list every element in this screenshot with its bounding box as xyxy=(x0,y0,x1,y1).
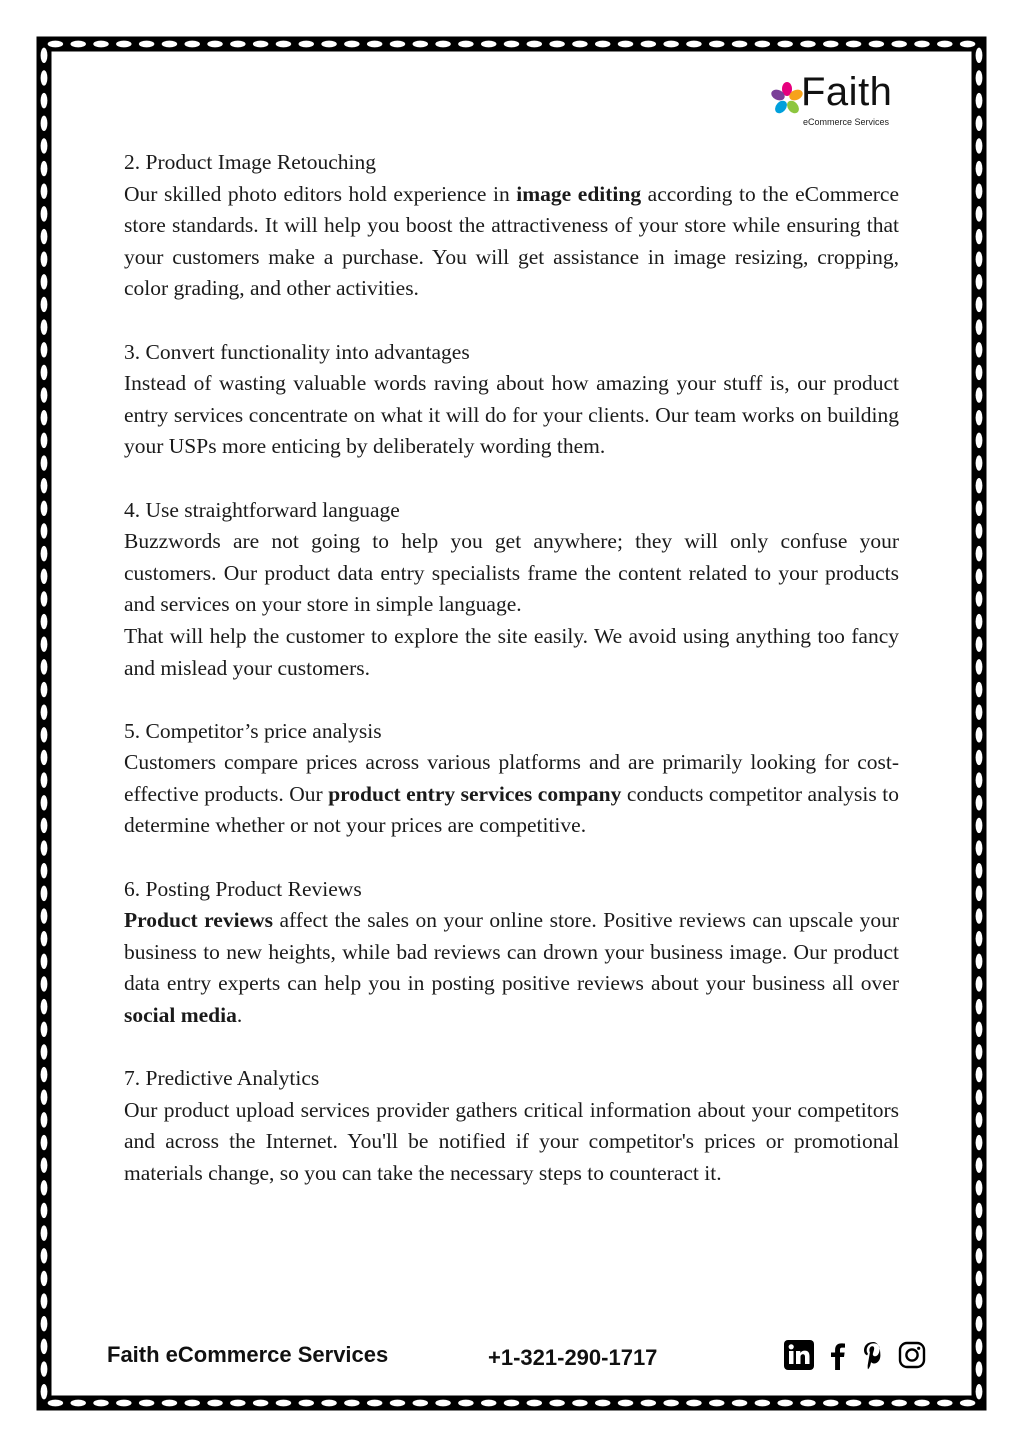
border-oval xyxy=(41,999,48,1014)
border-oval xyxy=(732,1400,748,1407)
border-oval xyxy=(41,1271,48,1286)
border-oval xyxy=(976,682,983,697)
border-oval xyxy=(48,1400,64,1407)
border-oval xyxy=(549,1400,565,1407)
border-oval xyxy=(41,229,48,244)
section xyxy=(124,1063,899,1189)
border-oval xyxy=(41,410,48,425)
border-oval xyxy=(41,659,48,674)
border-oval xyxy=(976,886,983,901)
border-oval xyxy=(976,569,983,584)
section xyxy=(124,495,899,685)
border-oval xyxy=(641,41,657,48)
faith-logo xyxy=(771,70,911,132)
section-heading: 5. Competitor’s price analysis xyxy=(124,718,382,743)
border-oval xyxy=(41,840,48,855)
footer-company-name: Faith eCommerce Services xyxy=(107,1342,389,1367)
border-oval xyxy=(41,365,48,380)
border-oval xyxy=(976,365,983,380)
border-oval xyxy=(41,48,48,63)
border-oval xyxy=(41,931,48,946)
section-paragraph xyxy=(124,179,899,305)
border-oval xyxy=(41,1203,48,1218)
border-oval xyxy=(41,1044,48,1059)
paragraph-text: conducts competitor analysis to determine whether or not your prices are competitive. xyxy=(124,781,899,838)
border-oval xyxy=(777,1400,793,1407)
border-oval xyxy=(572,1400,588,1407)
border-oval xyxy=(976,795,983,810)
border-oval xyxy=(976,433,983,448)
border-oval xyxy=(976,591,983,606)
border-oval xyxy=(976,1225,983,1240)
border-oval xyxy=(458,1400,474,1407)
border-oval xyxy=(41,70,48,85)
border-oval xyxy=(93,41,109,48)
section-paragraph xyxy=(124,1095,899,1190)
section xyxy=(124,147,899,305)
border-oval xyxy=(976,1112,983,1127)
border-oval xyxy=(41,455,48,470)
border-oval xyxy=(41,1225,48,1240)
border-oval xyxy=(41,908,48,923)
border-oval xyxy=(976,523,983,538)
border-oval xyxy=(960,41,976,48)
border-oval xyxy=(41,863,48,878)
border-oval xyxy=(70,41,86,48)
border-oval xyxy=(709,41,725,48)
border-oval xyxy=(823,1400,839,1407)
border-oval xyxy=(367,1400,383,1407)
border-oval xyxy=(184,41,200,48)
border-oval xyxy=(41,161,48,176)
border-oval xyxy=(41,1384,48,1399)
border-oval xyxy=(253,1400,269,1407)
border-oval xyxy=(891,1400,907,1407)
border-oval xyxy=(976,478,983,493)
border-oval xyxy=(390,41,406,48)
border-oval xyxy=(976,750,983,765)
border-oval xyxy=(976,184,983,199)
border-oval xyxy=(41,1293,48,1308)
border-oval xyxy=(976,1135,983,1150)
border-oval xyxy=(230,41,246,48)
border-oval xyxy=(976,1090,983,1105)
border-oval xyxy=(549,41,565,48)
highlighted-link-text[interactable]: Product reviews xyxy=(124,908,273,933)
border-oval xyxy=(641,1400,657,1407)
border-oval xyxy=(41,501,48,516)
logo-wordmark: Faith xyxy=(801,70,893,114)
border-oval xyxy=(960,1400,976,1407)
border-oval xyxy=(976,818,983,833)
border-oval xyxy=(458,41,474,48)
border-oval xyxy=(976,1339,983,1354)
border-oval xyxy=(891,41,907,48)
border-oval xyxy=(976,455,983,470)
paragraph-text: . xyxy=(236,1003,243,1028)
border-oval xyxy=(663,1400,679,1407)
border-oval xyxy=(413,1400,429,1407)
section-heading: 4. Use straightforward language xyxy=(124,497,400,522)
footer-phone-number[interactable]: +1-321-290-1717 xyxy=(488,1345,658,1370)
border-oval xyxy=(976,727,983,742)
border-oval xyxy=(595,41,611,48)
border-oval xyxy=(321,41,337,48)
border-oval xyxy=(207,41,223,48)
border-oval xyxy=(70,1400,86,1407)
border-oval xyxy=(48,41,64,48)
section-heading: 7. Predictive Analytics xyxy=(124,1066,320,1091)
border-oval xyxy=(41,1135,48,1150)
border-oval xyxy=(976,863,983,878)
border-oval xyxy=(41,976,48,991)
border-oval xyxy=(976,614,983,629)
border-oval xyxy=(976,93,983,108)
border-oval xyxy=(413,41,429,48)
border-oval xyxy=(41,1090,48,1105)
border-oval xyxy=(41,251,48,266)
border-oval xyxy=(976,274,983,289)
border-oval xyxy=(976,999,983,1014)
border-oval xyxy=(976,659,983,674)
border-oval xyxy=(618,1400,634,1407)
border-oval xyxy=(976,637,983,652)
border-oval xyxy=(976,206,983,221)
border-oval xyxy=(976,772,983,787)
border-oval xyxy=(41,637,48,652)
border-oval xyxy=(800,1400,816,1407)
section-paragraph xyxy=(124,905,899,1031)
border-oval xyxy=(230,1400,246,1407)
border-oval xyxy=(184,1400,200,1407)
border-oval xyxy=(41,1180,48,1195)
border-oval xyxy=(41,569,48,584)
section xyxy=(124,716,899,842)
linkedin-icon[interactable] xyxy=(784,1340,814,1370)
border-oval xyxy=(41,591,48,606)
border-oval xyxy=(663,41,679,48)
border-oval xyxy=(41,274,48,289)
border-oval xyxy=(937,41,953,48)
border-oval xyxy=(435,41,451,48)
border-oval xyxy=(527,1400,543,1407)
section-paragraph xyxy=(124,526,899,621)
border-oval xyxy=(41,297,48,312)
border-oval xyxy=(481,1400,497,1407)
border-oval xyxy=(976,1044,983,1059)
border-oval xyxy=(976,138,983,153)
border-oval xyxy=(41,727,48,742)
border-oval xyxy=(116,41,132,48)
border-oval xyxy=(162,1400,178,1407)
section-paragraph xyxy=(124,747,899,842)
border-oval xyxy=(41,433,48,448)
border-oval xyxy=(976,387,983,402)
border-oval xyxy=(618,41,634,48)
border-oval xyxy=(976,1067,983,1082)
border-oval xyxy=(686,1400,702,1407)
paragraph-text: That will help the customer to explore the site easily. We avoid using anything too fancy and mislead your customers. xyxy=(124,623,899,680)
border-oval xyxy=(41,1067,48,1082)
border-oval xyxy=(976,342,983,357)
border-oval xyxy=(41,138,48,153)
border-oval xyxy=(976,1271,983,1286)
border-oval xyxy=(207,1400,223,1407)
paragraph-text: Buzzwords are not going to help you get anywhere; they will only confuse your customers. Our product data entry specialists frame the content related to your products and services on your store in simple language. xyxy=(124,529,899,617)
border-oval xyxy=(937,1400,953,1407)
border-oval xyxy=(976,1248,983,1263)
border-oval xyxy=(41,1361,48,1376)
border-oval xyxy=(41,478,48,493)
border-oval xyxy=(41,1248,48,1263)
instagram-icon[interactable] xyxy=(898,1341,926,1369)
border-oval xyxy=(367,41,383,48)
border-oval xyxy=(253,41,269,48)
border-oval xyxy=(116,1400,132,1407)
border-oval xyxy=(41,795,48,810)
border-oval xyxy=(976,1022,983,1037)
border-oval xyxy=(976,1316,983,1331)
border-oval xyxy=(41,1112,48,1127)
paragraph-text: Our product upload services provider gathers critical information about your competitors and across the Internet. You'll be notified if your competitor's prices or promotional materials change, so you can take the necessary steps to counteract it. xyxy=(124,1097,899,1185)
border-oval xyxy=(976,704,983,719)
border-oval xyxy=(41,886,48,901)
border-oval xyxy=(686,41,702,48)
paragraph-text: affect the sales on your online store. Positive reviews can upscale your business to new heights, while bad reviews can drown your business image. Our product data entry experts can help you in posting positive reviews about your business all over xyxy=(124,908,899,996)
border-oval xyxy=(846,1400,862,1407)
border-oval xyxy=(976,48,983,63)
border-oval xyxy=(976,976,983,991)
highlighted-link-text[interactable]: social media xyxy=(124,1003,237,1028)
border-oval xyxy=(914,41,930,48)
border-oval xyxy=(976,251,983,266)
border-oval xyxy=(41,818,48,833)
paragraph-text: Customers compare prices across various platforms and are primarily looking for cost-effective products. Our xyxy=(124,750,899,806)
border-oval xyxy=(595,1400,611,1407)
border-oval xyxy=(709,1400,725,1407)
border-oval xyxy=(976,1180,983,1195)
border-oval xyxy=(869,41,885,48)
border-oval xyxy=(572,41,588,48)
border-oval xyxy=(976,1293,983,1308)
border-oval xyxy=(976,908,983,923)
border-oval xyxy=(41,523,48,538)
border-oval xyxy=(976,70,983,85)
border-oval xyxy=(976,931,983,946)
border-oval xyxy=(976,1203,983,1218)
border-oval xyxy=(527,41,543,48)
border-oval xyxy=(321,1400,337,1407)
border-oval xyxy=(976,954,983,969)
border-oval xyxy=(914,1400,930,1407)
border-oval xyxy=(976,297,983,312)
border-oval xyxy=(481,41,497,48)
border-oval xyxy=(976,840,983,855)
border-oval xyxy=(504,1400,520,1407)
document-body xyxy=(124,147,899,1221)
border-oval xyxy=(435,1400,451,1407)
border-oval xyxy=(41,387,48,402)
section xyxy=(124,874,899,1032)
border-oval xyxy=(504,41,520,48)
border-oval xyxy=(41,319,48,334)
section-heading: 3. Convert functionality into advantages xyxy=(124,339,470,364)
border-oval xyxy=(41,93,48,108)
paragraph-text: Our skilled photo editors hold experience in xyxy=(124,181,517,206)
section xyxy=(124,337,899,463)
pinterest-icon[interactable] xyxy=(862,1340,884,1370)
border-oval xyxy=(139,1400,155,1407)
border-oval xyxy=(276,41,292,48)
border-oval xyxy=(344,41,360,48)
border-oval xyxy=(41,1339,48,1354)
paragraph-text: according to the eCommerce store standards. It will help you boost the attractiveness of your store while ensuring that your customers make a purchase. You will get assistance in image resizing, cropping, color grading, and other activities. xyxy=(124,181,899,301)
border-oval xyxy=(976,1157,983,1172)
border-oval xyxy=(976,229,983,244)
border-oval xyxy=(976,546,983,561)
border-oval xyxy=(276,1400,292,1407)
section-heading: 2. Product Image Retouching xyxy=(124,150,376,174)
border-oval xyxy=(390,1400,406,1407)
border-oval xyxy=(299,1400,315,1407)
border-oval xyxy=(41,772,48,787)
border-oval xyxy=(41,206,48,221)
flower-logo-icon xyxy=(771,82,803,118)
paragraph-text: Instead of wasting valuable words raving about how amazing your stuff is, our product entry services concentrate on what it will do for your clients. Our team works on building your USPs more enticing by deliberately wording them. xyxy=(124,371,899,459)
section-heading: 6. Posting Product Reviews xyxy=(124,876,362,901)
border-oval xyxy=(732,41,748,48)
border-oval xyxy=(41,614,48,629)
social-icons xyxy=(784,1338,926,1372)
border-oval xyxy=(869,1400,885,1407)
section-paragraph xyxy=(124,621,899,684)
section-paragraph xyxy=(124,368,899,463)
border-oval xyxy=(93,1400,109,1407)
border-oval xyxy=(299,41,315,48)
border-oval xyxy=(41,1316,48,1331)
border-oval xyxy=(41,546,48,561)
border-oval xyxy=(41,184,48,199)
border-oval xyxy=(139,41,155,48)
border-oval xyxy=(41,1157,48,1172)
border-oval xyxy=(800,41,816,48)
border-oval xyxy=(41,116,48,131)
border-oval xyxy=(846,41,862,48)
border-oval xyxy=(976,319,983,334)
border-oval xyxy=(755,41,771,48)
logo-tagline: eCommerce Services xyxy=(803,117,890,127)
border-oval xyxy=(976,1361,983,1376)
border-oval xyxy=(162,41,178,48)
border-oval xyxy=(976,116,983,131)
border-oval xyxy=(823,41,839,48)
border-oval xyxy=(41,342,48,357)
border-oval xyxy=(976,161,983,176)
facebook-icon[interactable] xyxy=(828,1340,848,1370)
border-oval xyxy=(976,410,983,425)
border-oval xyxy=(41,750,48,765)
highlighted-link-text[interactable]: image editing xyxy=(516,181,642,206)
border-oval xyxy=(976,501,983,516)
border-oval xyxy=(41,1022,48,1037)
border-oval xyxy=(41,704,48,719)
border-oval xyxy=(976,1384,983,1399)
border-oval xyxy=(41,954,48,969)
border-oval xyxy=(777,41,793,48)
border-oval xyxy=(755,1400,771,1407)
border-oval xyxy=(344,1400,360,1407)
highlighted-link-text[interactable]: product entry services company xyxy=(328,781,622,806)
border-oval xyxy=(41,682,48,697)
